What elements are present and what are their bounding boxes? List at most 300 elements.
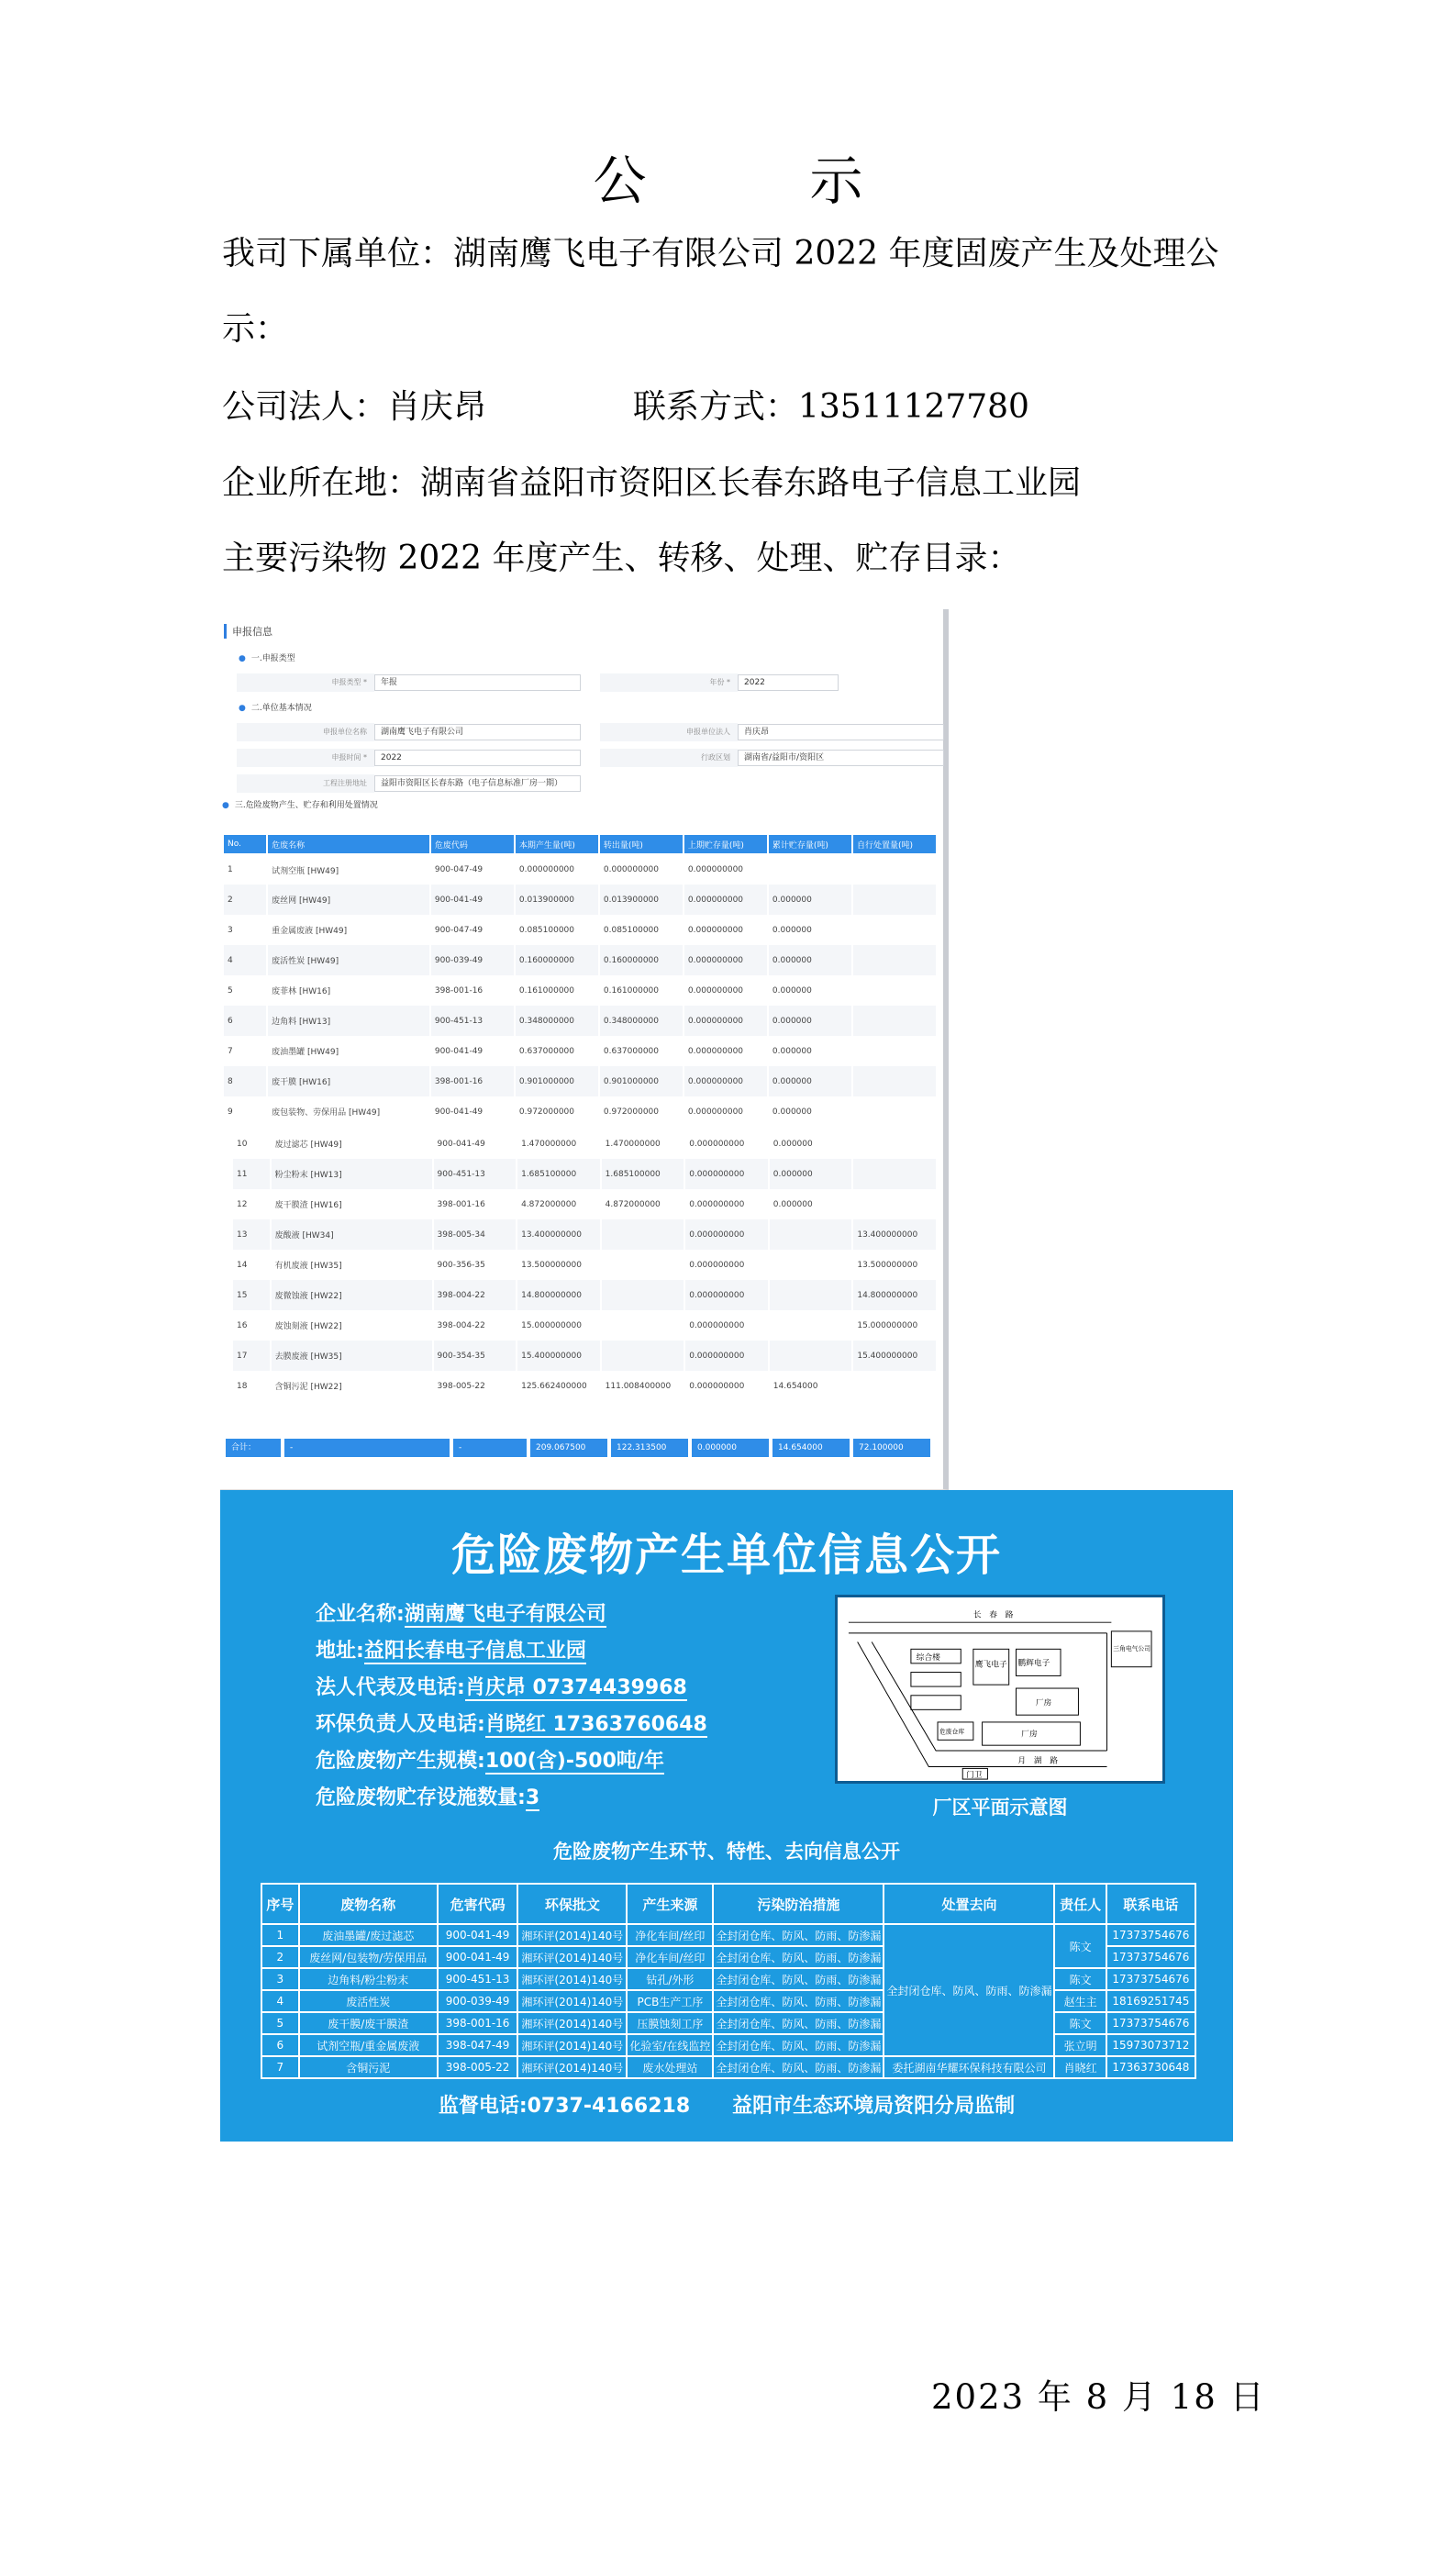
col-cum-stock: 累计贮存量(吨) <box>768 834 852 854</box>
table-cell: 5 <box>223 975 267 1006</box>
table-row <box>223 1036 937 1066</box>
table-cell: 0.013900000 <box>515 885 599 915</box>
board-table-cell: PCB生产工序 <box>627 1990 713 2012</box>
section-basic-info: ● 二.单位基本情况 <box>239 701 312 713</box>
board-table-cell: 赵生主 <box>1054 1990 1106 2012</box>
info-address <box>316 1635 586 1663</box>
info-value: 益阳长春电子信息工业园 <box>363 1640 586 1663</box>
board-table-cell: 全封闭仓库、防风、防雨、防渗漏 <box>713 1968 884 1990</box>
table-cell: 0.161000000 <box>515 975 599 1006</box>
table-cell: 900-356-35 <box>433 1250 517 1280</box>
info-value: 3 <box>525 1786 540 1809</box>
table-cell <box>852 1036 937 1066</box>
section-waste-status: ● 三.危险废物产生、贮存和利用处置情况 <box>222 798 378 810</box>
notice-date: 2023 年 8 月 18 日 <box>931 2377 1266 2417</box>
table-row <box>223 885 937 915</box>
board-table-cell: 17373754676 <box>1106 1968 1195 1990</box>
col-produced: 本期产生量(吨) <box>515 834 599 854</box>
info-company <box>316 1598 606 1627</box>
board-table-cell: 900-041-49 <box>438 1924 517 1946</box>
board-table-header <box>261 1884 1195 1924</box>
table-cell: 13.500000000 <box>517 1250 601 1280</box>
table-cell: 0.000000 <box>768 945 852 975</box>
field-value: 益阳市资阳区长春东路（电子信息标准厂房一期） <box>374 775 581 792</box>
table-cell: 0.901000000 <box>599 1066 684 1096</box>
field-label: 申报时间 * <box>237 749 374 767</box>
table-cell: 1.685100000 <box>601 1159 685 1189</box>
board-table-cell: 钻孔/外形 <box>627 1968 713 1990</box>
table-cell: 0.000000 <box>768 1006 852 1036</box>
board-table-cell: 含铜污泥 <box>299 2056 438 2078</box>
table-cell: 含铜污泥 [HW22] <box>271 1371 433 1401</box>
table-cell: 0.000000 <box>768 915 852 945</box>
board-table-row <box>261 2034 1195 2056</box>
table-cell: 12 <box>232 1189 271 1219</box>
info-label: 法人代表及电话: <box>316 1676 465 1699</box>
board-table-cell: 湘环评(2014)140号 <box>517 2056 627 2078</box>
bcol: 处置去向 <box>884 1884 1054 1924</box>
board-table-cell: 试剂空瓶/重金属废液 <box>299 2034 438 2056</box>
table-row <box>232 1129 937 1159</box>
legal-person-line <box>222 381 1029 428</box>
map-label-gate: 门卫 <box>966 1771 983 1781</box>
field-declare-type <box>237 673 581 692</box>
table-row <box>232 1310 937 1341</box>
table-cell: 13 <box>232 1219 271 1250</box>
field-value: 湖南省/益阳市/资阳区 <box>738 750 944 766</box>
board-table-cell: 净化车间/丝印 <box>627 1946 713 1968</box>
site-plan-map <box>835 1595 1165 1784</box>
board-table-cell: 18169251745 <box>1106 1990 1195 2012</box>
supervisor: 益阳市生态环境局资阳分局监制 <box>732 2095 1016 2118</box>
table-cell: 0.000000000 <box>684 1341 769 1371</box>
table-row <box>232 1219 937 1250</box>
table-cell: 废包装物、劳保用品 [HW49] <box>267 1096 430 1127</box>
board-table-cell: 化验室/在线监控 <box>627 2034 713 2056</box>
info-board <box>220 1490 1233 2142</box>
table-row <box>232 1341 937 1371</box>
table-cell: 398-001-16 <box>433 1189 517 1219</box>
table-cell: 398-005-34 <box>433 1219 517 1250</box>
table-row <box>223 945 937 975</box>
table-cell <box>769 1219 853 1250</box>
table-cell: 13.400000000 <box>517 1219 601 1250</box>
table-cell: 15.400000000 <box>852 1341 937 1371</box>
field-value: 2022 <box>374 750 581 766</box>
bcol: 危害代码 <box>438 1884 517 1924</box>
board-table-cell: 边角料/粉尘粉末 <box>299 1968 438 1990</box>
board-table-cell: 废活性炭 <box>299 1990 438 2012</box>
table-cell: 900-451-13 <box>433 1159 517 1189</box>
table-cell: 13.500000000 <box>852 1250 937 1280</box>
board-table-row <box>261 1968 1195 1990</box>
table-row <box>223 1066 937 1096</box>
table-cell: 2 <box>223 885 267 915</box>
table-cell: 9 <box>223 1096 267 1127</box>
table-cell: 900-047-49 <box>430 915 515 945</box>
table-cell: 398-001-16 <box>430 975 515 1006</box>
table-cell: 398-004-22 <box>433 1280 517 1310</box>
info-value: 湖南鹰飞电子有限公司 <box>404 1603 606 1626</box>
col-no: No. <box>223 834 267 854</box>
table-cell: 398-005-22 <box>433 1371 517 1401</box>
table-cell: 0.160000000 <box>515 945 599 975</box>
table-cell: 3 <box>223 915 267 945</box>
table-cell: 0.160000000 <box>599 945 684 975</box>
table-cell <box>601 1341 685 1371</box>
table-cell <box>852 1096 937 1127</box>
board-table-cell: 湘环评(2014)140号 <box>517 1946 627 1968</box>
map-label-e: 厂房 <box>1035 1698 1052 1708</box>
info-value: 肖庆昂 07374439968 <box>464 1676 687 1699</box>
board-table-cell: 全封闭仓库、防风、防雨、防渗漏 <box>713 1946 884 1968</box>
table-cell <box>852 945 937 975</box>
map-label-road-bottom: 月 湖 路 <box>1017 1756 1059 1766</box>
table-cell: 0.000000000 <box>684 945 768 975</box>
info-storage-count <box>316 1782 539 1810</box>
board-table-cell: 湘环评(2014)140号 <box>517 2012 627 2034</box>
board-table-cell: 17363730648 <box>1106 2056 1195 2078</box>
table-cell: 0.000000 <box>768 975 852 1006</box>
notice-title: 公 示 <box>593 150 918 212</box>
board-table-cell: 全封闭仓库、防风、防雨、防渗漏 <box>713 2034 884 2056</box>
table-row <box>223 854 937 885</box>
board-table-cell: 17373754676 <box>1106 1924 1195 1946</box>
bcol: 联系电话 <box>1106 1884 1195 1924</box>
table-cell: 0.637000000 <box>599 1036 684 1066</box>
table-cell <box>769 1341 853 1371</box>
table-cell: 4 <box>223 945 267 975</box>
table-cell: 900-041-49 <box>430 1036 515 1066</box>
board-table-cell: 湘环评(2014)140号 <box>517 1990 627 2012</box>
table-cell: 4.872000000 <box>517 1189 601 1219</box>
map-label-road-top: 长 春 路 <box>973 1610 1014 1620</box>
board-table-cell: 全封闭仓库、防风、防雨、防渗漏 <box>713 2012 884 2034</box>
table-cell: 0.000000 <box>768 1096 852 1127</box>
board-table-cell: 5 <box>261 2012 299 2034</box>
table-cell: 17 <box>232 1341 271 1371</box>
board-table-cell: 委托湖南华耀环保科技有限公司 <box>884 2056 1054 2078</box>
board-table-cell: 全封闭仓库、防风、防雨、防渗漏 <box>884 1924 1054 2056</box>
table-cell: 废丝网 [HW49] <box>267 885 430 915</box>
bcol: 废物名称 <box>299 1884 438 1924</box>
field-label: 年份 * <box>600 673 738 692</box>
table-cell: 0.000000 <box>768 1036 852 1066</box>
table-cell: 废微蚀液 [HW22] <box>271 1280 433 1310</box>
board-table-title: 危险废物产生环节、特性、去向信息公开 <box>553 1841 900 1863</box>
table-cell: 14.800000000 <box>852 1280 937 1310</box>
info-label: 危险废物产生规模: <box>316 1750 485 1773</box>
table-cell: 900-041-49 <box>430 885 515 915</box>
table-row <box>232 1159 937 1189</box>
board-footer <box>220 2090 1233 2119</box>
total-cell: 209.067500 <box>530 1439 607 1457</box>
table-cell: 废干膜 [HW16] <box>267 1066 430 1096</box>
board-table-cell: 398-005-22 <box>438 2056 517 2078</box>
field-unit-name <box>237 723 581 741</box>
board-table-cell: 398-001-16 <box>438 2012 517 2034</box>
board-table-cell: 肖晓红 <box>1054 2056 1106 2078</box>
table-cell: 0.085100000 <box>515 915 599 945</box>
board-table <box>261 1883 1196 2079</box>
table-cell: 有机废液 [HW35] <box>271 1250 433 1280</box>
table-cell: 边角料 [HW13] <box>267 1006 430 1036</box>
table-cell: 1.470000000 <box>517 1129 601 1159</box>
table-cell: 0.000000000 <box>684 1096 768 1127</box>
table-cell: 0.000000000 <box>684 1129 769 1159</box>
table-cell: 900-451-13 <box>430 1006 515 1036</box>
board-table-cell: 2 <box>261 1946 299 1968</box>
table-cell: 0.000000000 <box>515 854 599 885</box>
table-cell: 398-004-22 <box>433 1310 517 1341</box>
table-cell: 0.000000000 <box>684 1189 769 1219</box>
board-table-row <box>261 2012 1195 2034</box>
table-cell: 0.000000000 <box>684 1310 769 1341</box>
table-cell: 1.685100000 <box>517 1159 601 1189</box>
table-cell: 15 <box>232 1280 271 1310</box>
bcol: 污染防治措施 <box>713 1884 884 1924</box>
table-row <box>232 1371 937 1401</box>
table-cell: 0.000000000 <box>684 1219 769 1250</box>
table-cell: 0.000000000 <box>684 1371 769 1401</box>
board-table-cell: 湘环评(2014)140号 <box>517 1968 627 1990</box>
field-region <box>600 749 944 767</box>
table-cell <box>768 854 852 885</box>
table-cell: 0.972000000 <box>599 1096 684 1127</box>
table-cell: 10 <box>232 1129 271 1159</box>
table-row <box>223 915 937 945</box>
board-table-cell: 陈文 <box>1054 1968 1106 1990</box>
board-table-cell: 废干膜/废干膜渣 <box>299 2012 438 2034</box>
table-cell: 0.000000 <box>769 1189 853 1219</box>
table-cell: 粉尘粉末 [HW13] <box>271 1159 433 1189</box>
table-cell: 去膜废液 [HW35] <box>271 1341 433 1371</box>
table-cell: 0.000000 <box>768 885 852 915</box>
total-cell: 14.654000 <box>772 1439 850 1457</box>
table-cell <box>852 1189 937 1219</box>
field-label: 申报单位法人 <box>600 723 738 741</box>
table-cell: 0.085100000 <box>599 915 684 945</box>
map-label-b: 鹰飞电子 <box>974 1660 1007 1670</box>
table-cell: 0.000000000 <box>684 885 768 915</box>
board-table-cell: 398-047-49 <box>438 2034 517 2056</box>
board-table-cell: 7 <box>261 2056 299 2078</box>
map-label-d: 三角电气公司 <box>1113 1645 1151 1653</box>
col-code: 危废代码 <box>430 834 515 854</box>
table-row <box>223 1096 937 1127</box>
table-cell: 0.000000 <box>769 1159 853 1189</box>
table-cell: 废菲林 [HW16] <box>267 975 430 1006</box>
table-cell <box>852 975 937 1006</box>
board-table-cell: 6 <box>261 2034 299 2056</box>
table-cell: 0.000000000 <box>684 854 768 885</box>
map-label-g: 危废仓库 <box>939 1728 965 1736</box>
table-cell: 0.000000000 <box>599 854 684 885</box>
info-label: 环保负责人及电话: <box>316 1713 485 1736</box>
table-cell <box>852 1066 937 1096</box>
info-label: 危险废物贮存设施数量: <box>316 1786 526 1809</box>
total-cell: 0.000000 <box>692 1439 769 1457</box>
board-table-cell: 净化车间/丝印 <box>627 1924 713 1946</box>
board-table-cell: 陈文 <box>1054 2012 1106 2034</box>
info-env-officer <box>316 1708 707 1737</box>
table-cell: 15.000000000 <box>517 1310 601 1341</box>
table-cell: 14.654000 <box>769 1371 853 1401</box>
table-cell: 900-041-49 <box>430 1096 515 1127</box>
info-value: 100(含)-500吨/年 <box>484 1750 664 1773</box>
site-plan-drawing <box>838 1597 1162 1781</box>
info-scale <box>316 1745 664 1774</box>
board-table-cell: 废水处理站 <box>627 2056 713 2078</box>
contact: 联系方式：13511127780 <box>633 388 1029 426</box>
board-table-cell: 全封闭仓库、防风、防雨、防渗漏 <box>713 1924 884 1946</box>
intro-line-1: 我司下属单位：湖南鹰飞电子有限公司 2022 年度固废产生及处理公 <box>222 235 1219 273</box>
col-self-disposed: 自行处置量(吨) <box>852 834 937 854</box>
board-table-cell: 压膜蚀刻工序 <box>627 2012 713 2034</box>
table-header-row <box>223 834 937 854</box>
table-cell <box>852 1159 937 1189</box>
table-cell: 125.662400000 <box>517 1371 601 1401</box>
list-heading: 主要污染物 2022 年度产生、转移、处理、贮存目录： <box>222 540 1021 577</box>
field-address <box>237 774 581 793</box>
table-cell: 0.000000000 <box>684 915 768 945</box>
address-line: 企业所在地：湖南省益阳市资阳区长春东路电子信息工业园 <box>222 464 1082 502</box>
field-value: 2022 <box>738 674 839 691</box>
table-cell: 0.000000000 <box>684 1159 769 1189</box>
table-row <box>232 1280 937 1310</box>
table-cell: 14 <box>232 1250 271 1280</box>
field-legal-person <box>600 723 944 741</box>
table-cell: 18 <box>232 1371 271 1401</box>
table-cell: 111.008400000 <box>601 1371 685 1401</box>
table-cell: 0.000000000 <box>684 1006 768 1036</box>
board-table-cell: 湘环评(2014)140号 <box>517 2034 627 2056</box>
hotline: 监督电话:0737-4166218 <box>438 2095 691 2118</box>
table-cell: 6 <box>223 1006 267 1036</box>
board-table-row <box>261 1924 1195 1946</box>
field-declare-time <box>237 749 581 767</box>
table-cell: 0.000000000 <box>684 1280 769 1310</box>
table-cell: 7 <box>223 1036 267 1066</box>
table-cell: 900-041-49 <box>433 1129 517 1159</box>
board-table-cell: 陈文 <box>1054 1924 1106 1968</box>
table-row <box>223 1006 937 1036</box>
table-row <box>232 1250 937 1280</box>
table-cell <box>852 1006 937 1036</box>
totals-row <box>226 1439 938 1457</box>
table-cell: 0.972000000 <box>515 1096 599 1127</box>
table-cell: 900-039-49 <box>430 945 515 975</box>
table-cell <box>769 1310 853 1341</box>
table-cell: 废活性炭 [HW49] <box>267 945 430 975</box>
table-cell: 11 <box>232 1159 271 1189</box>
board-table-cell: 17373754676 <box>1106 1946 1195 1968</box>
table-cell: 900-047-49 <box>430 854 515 885</box>
table-cell: 13.400000000 <box>852 1219 937 1250</box>
board-table-cell: 900-451-13 <box>438 1968 517 1990</box>
col-name: 危废名称 <box>267 834 430 854</box>
board-table-cell: 全封闭仓库、防风、防雨、防渗漏 <box>713 2056 884 2078</box>
total-cell: - <box>284 1439 450 1457</box>
table-cell: 8 <box>223 1066 267 1096</box>
bcol: 责任人 <box>1054 1884 1106 1924</box>
table-cell <box>852 1371 937 1401</box>
col-transferred: 转出量(吨) <box>599 834 684 854</box>
waste-table-bottom <box>231 1129 938 1401</box>
waste-table-top <box>222 833 938 1127</box>
table-cell <box>852 1129 937 1159</box>
board-table-row <box>261 2056 1195 2078</box>
board-table-cell: 15973073712 <box>1106 2034 1195 2056</box>
table-cell <box>769 1250 853 1280</box>
table-cell: 0.000000000 <box>684 975 768 1006</box>
table-row <box>232 1189 937 1219</box>
field-label: 工程注册地址 <box>237 774 374 793</box>
total-cell: - <box>453 1439 527 1457</box>
board-title: 危险废物产生单位信息公开 <box>450 1530 1002 1581</box>
board-table-cell: 900-039-49 <box>438 1990 517 2012</box>
board-table-cell: 废油墨罐/废过滤芯 <box>299 1924 438 1946</box>
board-table-row <box>261 1990 1195 2012</box>
table-cell: 14.800000000 <box>517 1280 601 1310</box>
table-cell: 15.000000000 <box>852 1310 937 1341</box>
table-cell: 0.348000000 <box>515 1006 599 1036</box>
board-table-cell: 废丝网/包装物/劳保用品 <box>299 1946 438 1968</box>
info-legal <box>316 1672 687 1700</box>
declaration-screenshot <box>220 609 949 1490</box>
bcol: 产生来源 <box>627 1884 713 1924</box>
table-cell <box>601 1310 685 1341</box>
section-declare-type: ● 一.申报类型 <box>239 651 295 663</box>
table-cell: 15.400000000 <box>517 1341 601 1371</box>
col-prev-stock: 上期贮存量(吨) <box>684 834 768 854</box>
table-cell: 重金属废液 [HW49] <box>267 915 430 945</box>
table-cell <box>769 1280 853 1310</box>
table-cell: 0.637000000 <box>515 1036 599 1066</box>
board-table-cell: 全封闭仓库、防风、防雨、防渗漏 <box>713 1990 884 2012</box>
field-year <box>600 673 839 692</box>
map-label-f: 厂房 <box>1021 1730 1038 1740</box>
intro-line-2: 示： <box>222 310 289 348</box>
table-cell: 16 <box>232 1310 271 1341</box>
board-table-cell: 3 <box>261 1968 299 1990</box>
field-value: 湖南鹰飞电子有限公司 <box>374 724 581 740</box>
board-table-cell: 4 <box>261 1990 299 2012</box>
table-cell: 1 <box>223 854 267 885</box>
board-table-cell: 张立明 <box>1054 2034 1106 2056</box>
table-cell <box>601 1280 685 1310</box>
bcol: 序号 <box>261 1884 299 1924</box>
total-cell: 72.100000 <box>853 1439 930 1457</box>
map-caption: 厂区平面示意图 <box>932 1797 1068 1819</box>
info-label: 企业名称: <box>316 1603 405 1626</box>
table-cell <box>852 885 937 915</box>
legal-person: 公司法人：肖庆昂 <box>222 388 487 426</box>
bcol: 环保批文 <box>517 1884 627 1924</box>
table-cell: 0.000000000 <box>684 1036 768 1066</box>
field-value: 年报 <box>374 674 581 691</box>
table-cell: 398-001-16 <box>430 1066 515 1096</box>
table-cell: 废油墨罐 [HW49] <box>267 1036 430 1066</box>
field-label: 申报类型 * <box>237 673 374 692</box>
table-cell: 0.000000 <box>769 1129 853 1159</box>
table-cell: 0.348000000 <box>599 1006 684 1036</box>
table-cell: 1.470000000 <box>601 1129 685 1159</box>
screenshot-header: 申报信息 <box>224 624 272 639</box>
table-cell <box>852 854 937 885</box>
total-cell: 122.313500 <box>611 1439 688 1457</box>
board-table-cell: 湘环评(2014)140号 <box>517 1924 627 1946</box>
